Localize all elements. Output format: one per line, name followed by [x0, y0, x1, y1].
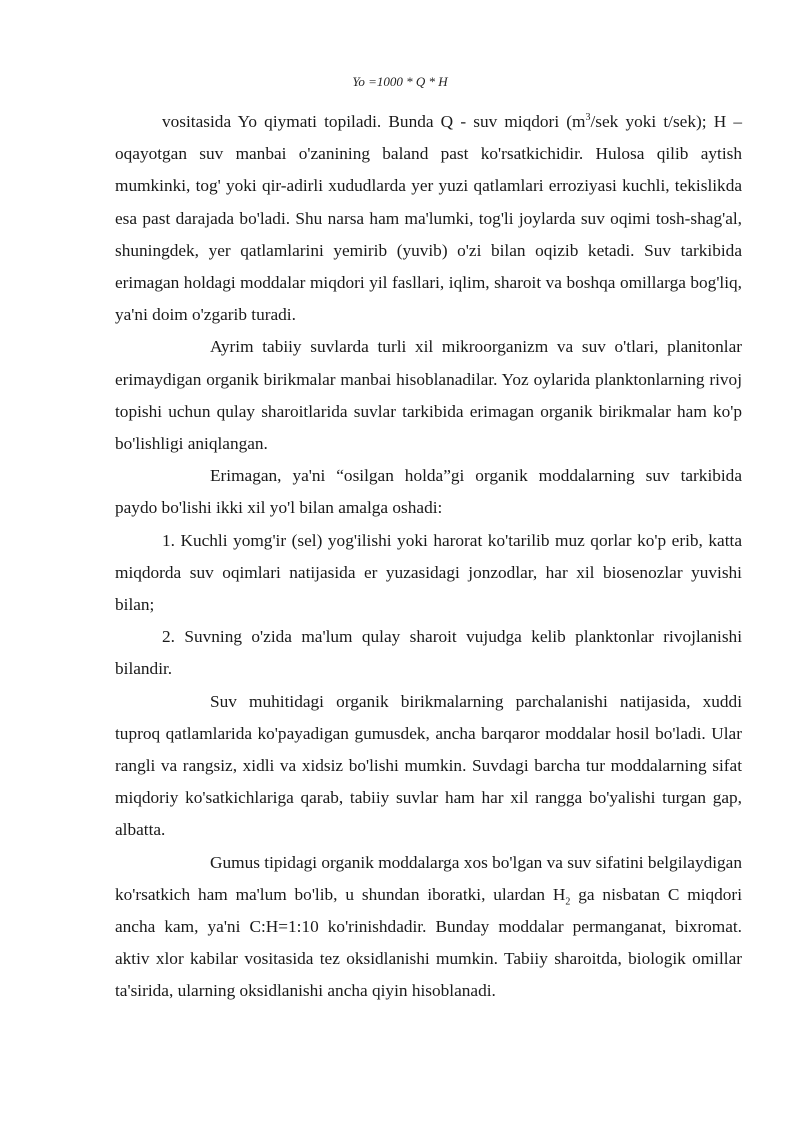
- paragraph-2: Ayrim tabiiy suvlarda turli xil mikroorganizm va suv o'tlari, planitonlar erimaydigan organik birikmalar manbai hisoblanadilar. Yoz oylarida planktonlarning rivoj topishi uchun qulay sharoitlarida suvlar tarkibida erimagan organik birikmalar ham ko'p bo'lishligi aniqlangan.: [115, 337, 742, 454]
- superscript-3: 3: [585, 112, 591, 124]
- paragraph-7-text-b: ga nisbatan C miqdori ancha kam, ya'ni C:H=1:10 ko'rinishdadir. Bunday moddalar permanganat, bixromat. aktiv xlor kabilar vositasida tez oksidlanishi mumkin. Tabiiy sharoitda, biologik omillar ta'sirida, ularning oksidlanishi ancha qiyin hisoblanadi.: [115, 884, 742, 1001]
- formula: Yo =1000 * Q * H: [352, 74, 448, 89]
- paragraph-7: [115, 847, 742, 1008]
- paragraph-7-text-a: Gumus tipidagi organik moddalarga xos bo'lgan va suv sifatini belgilaydigan ko'rsatkich ham ma'lum bo'lib, u shundan iboratki, ulardan H: [115, 852, 742, 904]
- list-item-2: 2. Suvning o'zida ma'lum qulay sharoit vujudga kelib planktonlar rivojlanishi bilandir.: [115, 627, 742, 679]
- paragraph-6: Suv muhitidagi organik birikmalarning parchalanishi natijasida, xuddi tuproq qatlamlarida ko'payadigan gumusdek, ancha barqaror moddalar hosil bo'ladi. Ular rangli va rangsiz, xidli va xidsiz bo'lishi mumkin. Suvdagi barcha tur moddalarning sifat miqdoriy ko'satkichlariga qarab, tabiiy suvlar ham har xil rangga bo'yalishi turgan gap, albatta.: [115, 691, 742, 840]
- paragraph-3: Erimagan, ya'ni “osilgan holda”gi organik moddalarning suv tarkibida paydo bo'lishi ikki xil yo'l bilan amalga oshadi:: [115, 466, 742, 518]
- body-text: [115, 106, 742, 1008]
- list-item-1: 1. Kuchli yomg'ir (sel) yog'ilishi yoki harorat ko'tarilib muz qorlar ko'p erib, katta miqdorda suv oqimlari natijasida er yuzasidagi jonzodlar, har xil biosenozlar yuvishi bilan;: [115, 530, 742, 615]
- paragraph-1-text-a: vositasida Yo qiymati topiladi. Bunda Q - suv miqdori (m: [162, 112, 586, 131]
- subscript-2: 2: [565, 896, 571, 908]
- paragraph-1: [115, 106, 742, 331]
- paragraph-1-text-b: /sek yoki t/sek); H – oqayotgan suv manbai o'zanining baland past ko'rsatkichidir. Hulosa qilib aytish mumkinki, tog' yoki qir-adirli xududlarda yer yuzi qatlamlari erroziyasi kuchli, tekislikda esa past darajada bo'ladi. Shu narsa ham ma'lumki, tog'li joylarda suv oqimi tosh-shag'al, shuningdek, yer qatlamlarini yemirib (yuvib) o'zi bilan oqizib ketadi. Suv tarkibida erimagan holdagi moddalar miqdori yil fasllari, iqlim, sharoit va boshqa omillarga bog'liq, ya'ni doim o'zgarib turadi.: [115, 112, 742, 325]
